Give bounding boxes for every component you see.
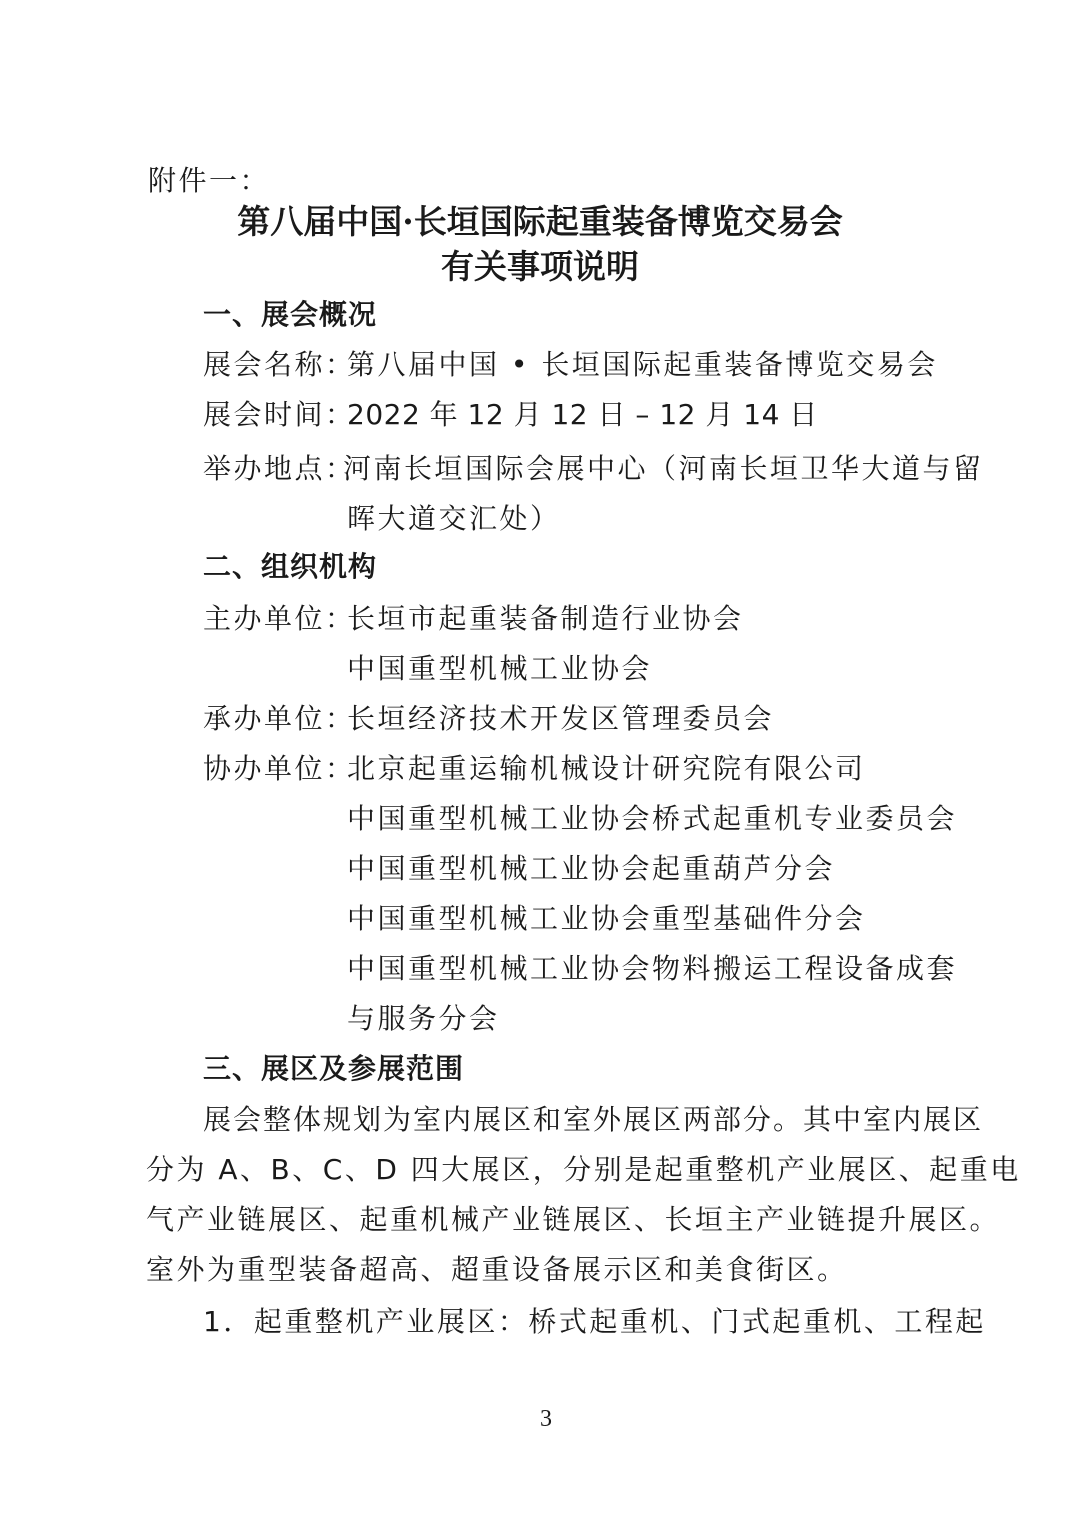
co-organizer-item: 中国重型机械工业协会重型基础件分会 bbox=[347, 902, 866, 935]
attachment-label: 附件一： bbox=[148, 164, 271, 197]
section3-heading: 三、展区及参展范围 bbox=[203, 1052, 465, 1085]
co-organizer-item: 中国重型机械工业协会起重葫芦分会 bbox=[347, 852, 836, 885]
paragraph-line: 气产业链展区、起重机械产业链展区、长垣主产业链提升展区。 bbox=[146, 1203, 1001, 1236]
venue-line1: 河南长垣国际会展中心（河南长垣卫华大道与留 bbox=[343, 452, 984, 485]
exhibition-area-item: 1．起重整机产业展区：桥式起重机、门式起重机、工程起 bbox=[203, 1305, 986, 1338]
exhibition-time-label: 展会时间： bbox=[203, 398, 356, 431]
document-title-line2: 有关事项说明 bbox=[441, 247, 639, 286]
organizer-value: 长垣经济技术开发区管理委员会 bbox=[347, 702, 775, 735]
exhibition-time-value: 2022 年 12 月 12 日 – 12 月 14 日 bbox=[347, 398, 818, 431]
co-organizer-item: 中国重型机械工业协会桥式起重机专业委员会 bbox=[347, 802, 958, 835]
co-organizer-item: 北京起重运输机械设计研究院有限公司 bbox=[347, 752, 866, 785]
exhibition-name-label: 展会名称： bbox=[203, 348, 356, 381]
venue-line2: 晖大道交汇处） bbox=[347, 502, 561, 535]
co-organizer-label: 协办单位： bbox=[203, 752, 356, 785]
paragraph-line: 分为 A、B、C、D 四大展区，分别是起重整机产业展区、起重电 bbox=[146, 1153, 1021, 1186]
section1-heading: 一、展会概况 bbox=[203, 298, 378, 331]
organizer-label: 承办单位： bbox=[203, 702, 356, 735]
document-title-line1: 第八届中国·长垣国际起重装备博览交易会 bbox=[237, 202, 843, 241]
paragraph-line: 展会整体规划为室内展区和室外展区两部分。其中室内展区 bbox=[203, 1103, 984, 1136]
page-number: 3 bbox=[540, 1406, 552, 1432]
host-label: 主办单位： bbox=[203, 602, 356, 635]
paragraph-line: 室外为重型装备超高、超重设备展示区和美食街区。 bbox=[146, 1253, 848, 1286]
venue-label: 举办地点： bbox=[203, 452, 356, 485]
host-item: 中国重型机械工业协会 bbox=[347, 652, 653, 685]
section2-heading: 二、组织机构 bbox=[203, 550, 378, 583]
host-item: 长垣市起重装备制造行业协会 bbox=[347, 602, 744, 635]
co-organizer-item: 与服务分会 bbox=[347, 1002, 500, 1035]
exhibition-name-value: 第八届中国 • 长垣国际起重装备博览交易会 bbox=[347, 348, 938, 381]
co-organizer-item: 中国重型机械工业协会物料搬运工程设备成套 bbox=[347, 952, 958, 985]
